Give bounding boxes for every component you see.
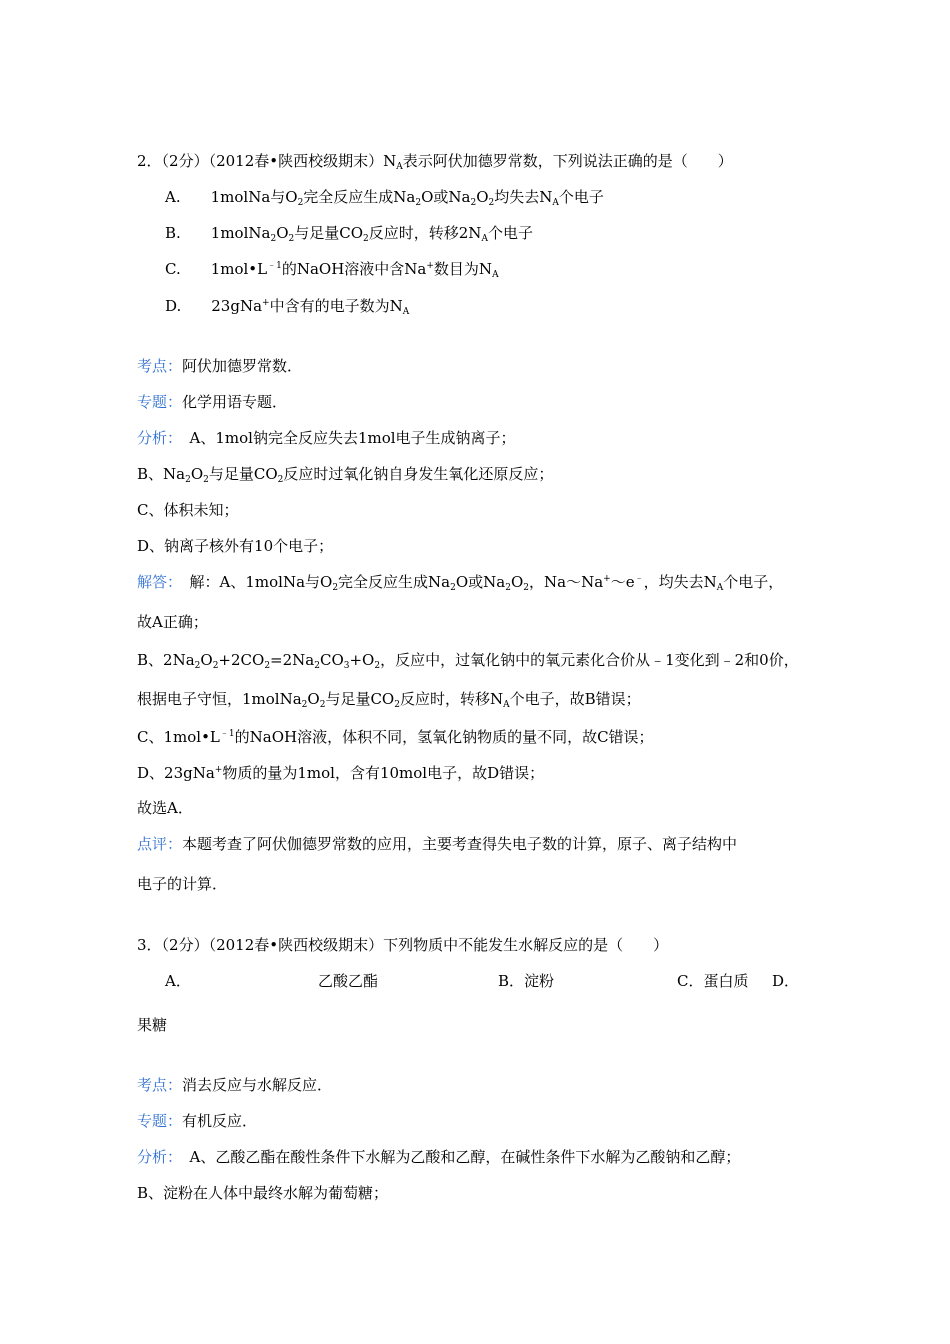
q3-fenxi: [137, 1147, 740, 1167]
q2-fenxi-line-3: C、体积未知；: [137, 501, 239, 519]
zhuanti-text: 化学用语专题．: [182, 393, 288, 411]
q3-option-a-text: 乙酸乙酯: [318, 972, 379, 990]
q2-jieda-line-7: 故选A．: [137, 799, 193, 817]
q3-fenxi-line-2: B、淀粉在人体中最终水解为葡萄糖；: [137, 1184, 389, 1202]
fenxi-line-1: A、乙酸乙酯在酸性条件下水解为乙酸和乙醇，在碱性条件下水解为乙酸钠和乙醇；: [174, 1148, 741, 1166]
q2-jieda: [137, 572, 783, 592]
q2-dianping-line-2: 电子的计算．: [137, 875, 228, 893]
zhuanti-label: 专题：: [137, 1112, 183, 1130]
q3-option-b: B．淀粉: [498, 972, 555, 990]
q3-option-d: D．: [772, 972, 800, 990]
kaodian-text: 阿伏加德罗常数．: [182, 357, 303, 375]
dianping-line-1: 本题考查了阿伏伽德罗常数的应用，主要考查得失电子数的计算，原子、离子结构中: [182, 835, 738, 853]
q2-option-b: B. $1molNa_2O_2$与足量$CO_2$反应时，转移$2N_A$个电子: [165, 224, 533, 244]
zhuanti-text: 有机反应．: [182, 1112, 258, 1130]
q2-header: 2．（2分）（2012春•陕西校级期末）$N_A$表示阿伏加德罗常数，下列说法正确的是（ ）: [137, 152, 733, 172]
q2-jieda-line-5: C、$1mol•L^{﹣1}$的NaOH溶液，体积不同，氢氧化钠物质的量不同，故C错误；: [137, 728, 654, 746]
q2-fenxi-line-4: D、钠离子核外有10个电子；: [137, 537, 334, 555]
jieda-label: 解答：: [137, 573, 175, 591]
q2-option-c: C. $1mol•L^{﹣1}$的NaOH溶液中含Na+数目为$N_A$: [165, 260, 499, 280]
q2-fenxi: [137, 428, 516, 448]
kaodian-text: 消去反应与水解反应．: [182, 1076, 333, 1094]
fenxi-label: 分析：: [137, 429, 175, 447]
fenxi-label: 分析：: [137, 1148, 175, 1166]
dianping-label: 点评：: [137, 835, 183, 853]
q2-option-a: A. 1molNa与$O_2$完全反应生成$Na_2O$或$Na_2O_2$均失去$N_A$个电子: [165, 188, 604, 208]
q2-jieda-line-6: D、23gNa+物质的量为1mol，含有10mol电子，故D错误；: [137, 764, 545, 782]
kaodian-label: 考点：: [137, 1076, 183, 1094]
q2-jieda-line-3: B、$2Na_2O_2+2CO_2=2Na_2CO_3+O_2$，反应中，过氧化钠中的氧元素化合价从﹣1变化到﹣2和0价，: [137, 651, 799, 671]
fenxi-line-1: A、1mol钠完全反应失去1mol电子生成钠离子；: [174, 429, 516, 447]
q3-option-c: C．蛋白质: [677, 972, 749, 990]
q2-zhuanti: [137, 392, 287, 412]
kaodian-label: 考点：: [137, 357, 183, 375]
q2-kaodian: [137, 356, 302, 376]
zhuanti-label: 专题：: [137, 393, 183, 411]
q2-fenxi-line-2: B、$Na_2O_2$与足量$CO_2$反应时过氧化钠自身发生氧化还原反应；: [137, 465, 554, 485]
q2-jieda-line-4: 根据电子守恒，$1molNa_2O_2$与足量$CO_2$反应时，转移$N_A$个电子，故B错误；: [137, 690, 641, 710]
q3-kaodian: [137, 1075, 332, 1095]
q2-jieda-line-2: 故A正确；: [137, 613, 208, 631]
q3-zhuanti: [137, 1111, 257, 1131]
q3-header: 3．（2分）（2012春•陕西校级期末）下列物质中不能发生水解反应的是（ ）: [137, 936, 669, 954]
q3-option-d-text: 果糖: [137, 1016, 168, 1034]
q3-option-a: A．: [165, 972, 191, 990]
jieda-line-1: 解：A、1molNa与$O_2$完全反应生成$Na_2O$或$Na_2O_2$，Na～Na+～e﹣，均失去$N_A$个电子，: [174, 573, 784, 593]
q2-dianping: [137, 834, 737, 854]
q2-option-d: D. 23gNa+中含有的电子数为$N_A$: [165, 297, 410, 317]
